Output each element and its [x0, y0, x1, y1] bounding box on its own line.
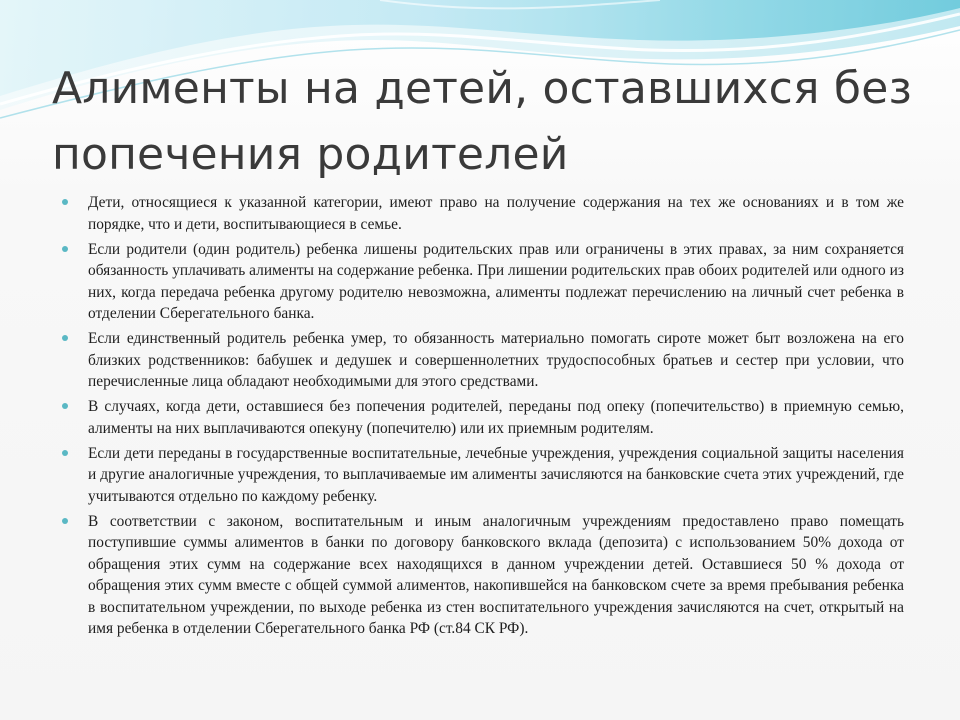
bullet-list — [62, 192, 904, 643]
bullet-text: Если родители (один родитель) ребенка лишены родительских прав или ограничены в этих правах, за ним сохраняется обязанность уплачивать алименты на содержание ребенка. При лишении родительских прав обоих родителей или одного из них, когда передача ребенка другому родителю невозможна, алименты подлежат перечислению на личный счет ребенка в отделении Сберегательного банка. — [88, 240, 904, 322]
bullet-dot-icon — [62, 335, 68, 341]
bullet-dot-icon — [62, 518, 68, 524]
slide-title: Алименты на детей, оставшихся без попечения родителей — [52, 63, 913, 180]
bullet-text: Если единственный родитель ребенка умер, то обязанность материально помогать сироте может быт возложена на его близких родственников: бабушек и дедушек и совершеннолетних трудоспособных братьев и сестер при условии, что перечисленные лица обладают необходимыми для этого средствами. — [88, 330, 904, 390]
bullet-dot-icon — [62, 199, 68, 205]
bullet-text: В случаях, когда дети, оставшиеся без попечения родителей, переданы под опеку (попечительство) в приемную семью, алименты на них выплачиваются опекуну (попечителю) или их приемным родителям. — [88, 398, 904, 437]
list-item — [62, 443, 904, 508]
list-item — [62, 396, 904, 439]
bullet-dot-icon — [62, 450, 68, 456]
bullet-dot-icon — [62, 246, 68, 252]
bullet-dot-icon — [62, 403, 68, 409]
list-item — [62, 192, 904, 235]
list-item — [62, 511, 904, 640]
bullet-text: В соответствии с законом, воспитательным и иным аналогичным учреждениям предоставлено право помещать поступившие суммы алиментов в банки по договору банковского вклада (депозита) с использованием 50% дохода от обращения этих сумм на содержание всех находящихся в данном учреждении детей. Оставшиеся 50 % дохода от обращения этих сумм вместе с общей суммой алиментов, накопившейся на банковском счете за время пребывания ребенка в воспитательном учреждении, по выходе ребенка из стен воспитательного учреждения зачисляются на счет, открытый на имя ребенка в отделении Сберегательного банка РФ (ст.84 СК РФ). — [88, 512, 904, 637]
bullet-text: Если дети переданы в государственные воспитательные, лечебные учреждения, учреждения социальной защиты населения и другие аналогичные учреждения, то выплачиваемые им алименты зачисляются на банковские счета этих учреждений, где учитываются отдельно по каждому ребенку. — [88, 444, 904, 505]
bullet-text: Дети, относящиеся к указанной категории, имеют право на получение содержания на тех же основаниях и в том же порядке, что и дети, воспитывающиеся в семье. — [88, 194, 904, 233]
list-item — [62, 328, 904, 393]
list-item — [62, 239, 904, 325]
